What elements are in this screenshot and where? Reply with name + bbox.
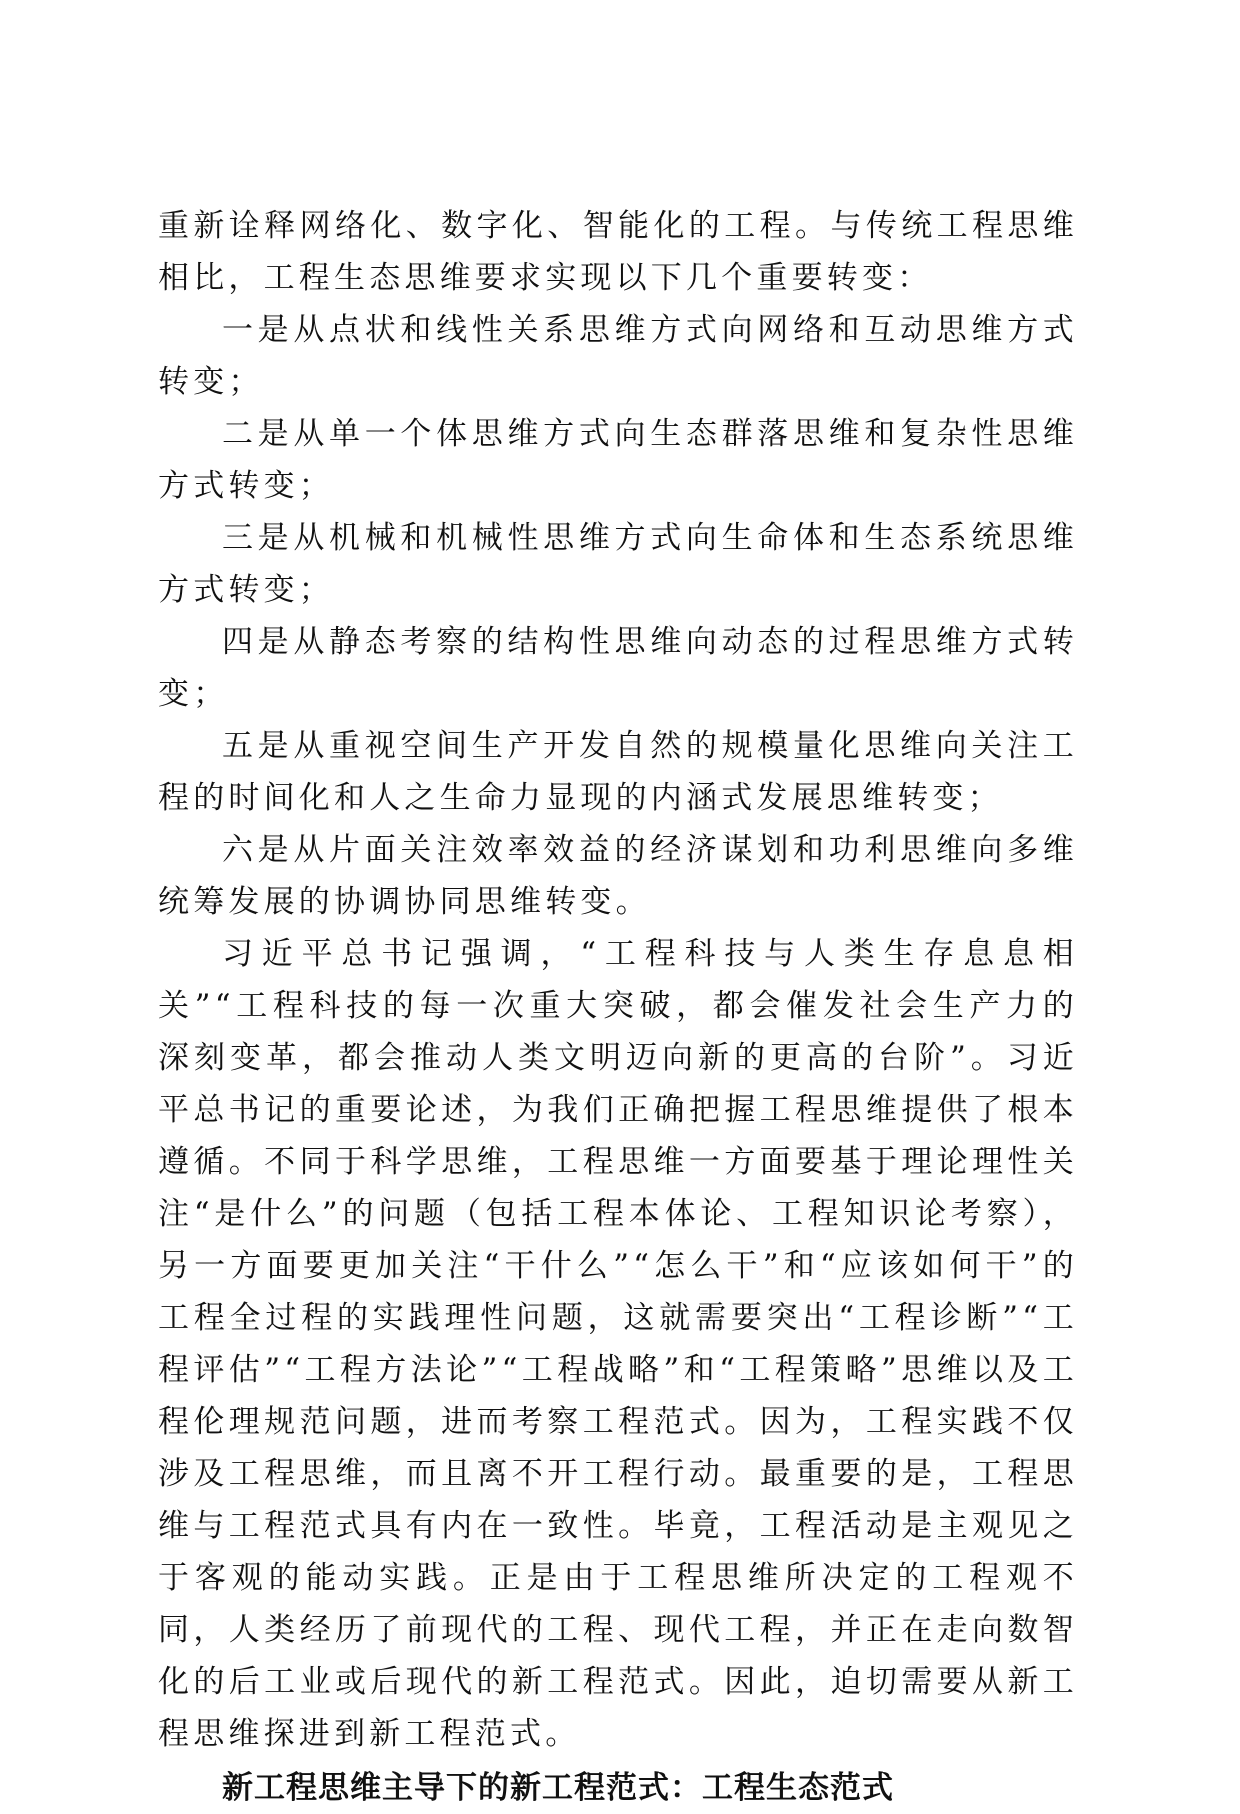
- paragraph-body: 习近平总书记强调，“工程科技与人类生存息息相关”“工程科技的每一次重大突破，都会催发社会生产力的深刻变革，都会推动人类文明迈向新的更高的台阶”。习近平总书记的重要论述，为我们正确把握工程思维提供了根本遵循。不同于科学思维，工程思维一方面要基于理论理性关注“是什么”的问题（包括工程本体论、工程知识论考察），另一方面要更加关注“干什么”“怎么干”和“应该如何干”的工程全过程的实践理性问题，这就需要突出“工程诊断”“工程评估”“工程方法论”“工程战略”和“工程策略”思维以及工程伦理规范问题，进而考察工程范式。因为，工程实践不仅涉及工程思维，而且离不开工程行动。最重要的是，工程思维与工程范式具有内在一致性。毕竟，工程活动是主观见之于客观的能动实践。正是由于工程思维所决定的工程观不同，人类经历了前现代的工程、现代工程，并正在走向数智化的后工业或后现代的新工程范式。因此，迫切需要从新工程思维探进到新工程范式。: [158, 936, 1078, 1752]
- paragraph-shift-3: 三是从机械和机械性思维方式向生命体和生态系统思维方式转变；: [158, 520, 1078, 608]
- paragraph-intro: 重新诠释网络化、数字化、智能化的工程。与传统工程思维相比，工程生态思维要求实现以下几个重要转变：: [158, 208, 1078, 296]
- paragraph-shift-1: 一是从点状和线性关系思维方式向网络和互动思维方式转变；: [158, 312, 1078, 400]
- paragraph-shift-6: 六是从片面关注效率效益的经济谋划和功利思维向多维统筹发展的协调协同思维转变。: [158, 832, 1078, 920]
- document-page: [158, 200, 1078, 1814]
- paragraph-shift-5: 五是从重视空间生产开发自然的规模量化思维向关注工程的时间化和人之生命力显现的内涵式发展思维转变；: [158, 728, 1078, 816]
- section-heading: 新工程思维主导下的新工程范式：工程生态范式: [222, 1770, 894, 1806]
- paragraph-shift-4: 四是从静态考察的结构性思维向动态的过程思维方式转变；: [158, 624, 1078, 712]
- paragraph-shift-2: 二是从单一个体思维方式向生态群落思维和复杂性思维方式转变；: [158, 416, 1078, 504]
